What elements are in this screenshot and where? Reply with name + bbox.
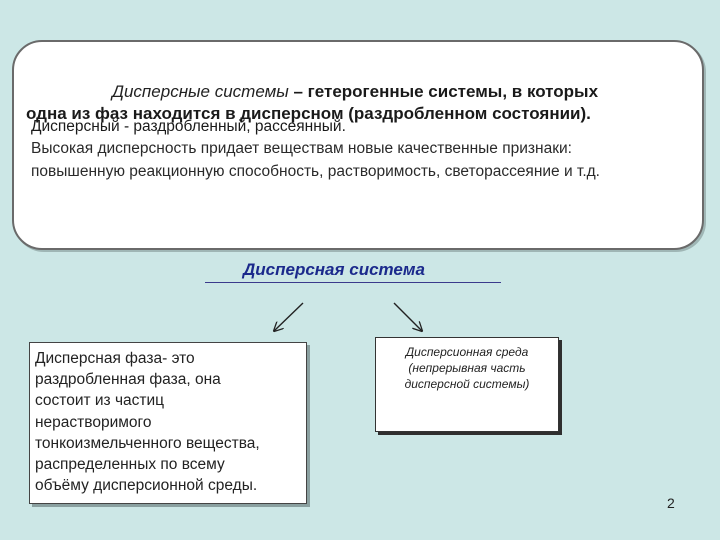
definition-line-1-rest: – гетерогенные системы, в которых — [288, 82, 599, 101]
diagram-heading: Дисперсная система — [243, 260, 425, 279]
medium-line: дисперсной системы) — [404, 377, 530, 391]
dispersed-phase-box — [29, 342, 307, 504]
phase-line: Дисперсная фаза- это — [35, 350, 195, 367]
phase-line: состоит из частиц — [35, 392, 165, 410]
dispersion-medium-box — [375, 337, 559, 432]
definition-term: Дисперсные системы — [112, 82, 289, 101]
phase-line: раздробленная фаза, она — [35, 371, 221, 389]
arrow-to-medium — [394, 303, 422, 331]
arrow-to-phase — [274, 303, 303, 331]
phase-line: нерастворимого — [35, 413, 152, 431]
definition-line-5: повышенную реакционную способность, растворимость, светорассеяние и т.д. — [31, 163, 600, 180]
definition-line-2: одна из фаз находится в дисперсном (раздробленном состоянии). — [26, 104, 591, 123]
definition-line-4: Высокая дисперсность придает веществам новые качественные признаки: — [31, 140, 572, 157]
definition-line-3: Дисперсный - раздробленный, рассеянный. — [31, 118, 346, 135]
medium-line: Дисперсионная среда — [405, 345, 529, 359]
phase-line: тонкоизмельченного вещества, — [35, 434, 260, 452]
phase-line: объёму дисперсионной среды. — [35, 477, 258, 495]
medium-line: (непрерывная часть — [408, 361, 526, 375]
phase-line: распределенных по всему — [35, 456, 225, 474]
page-number: 2 — [667, 495, 675, 511]
